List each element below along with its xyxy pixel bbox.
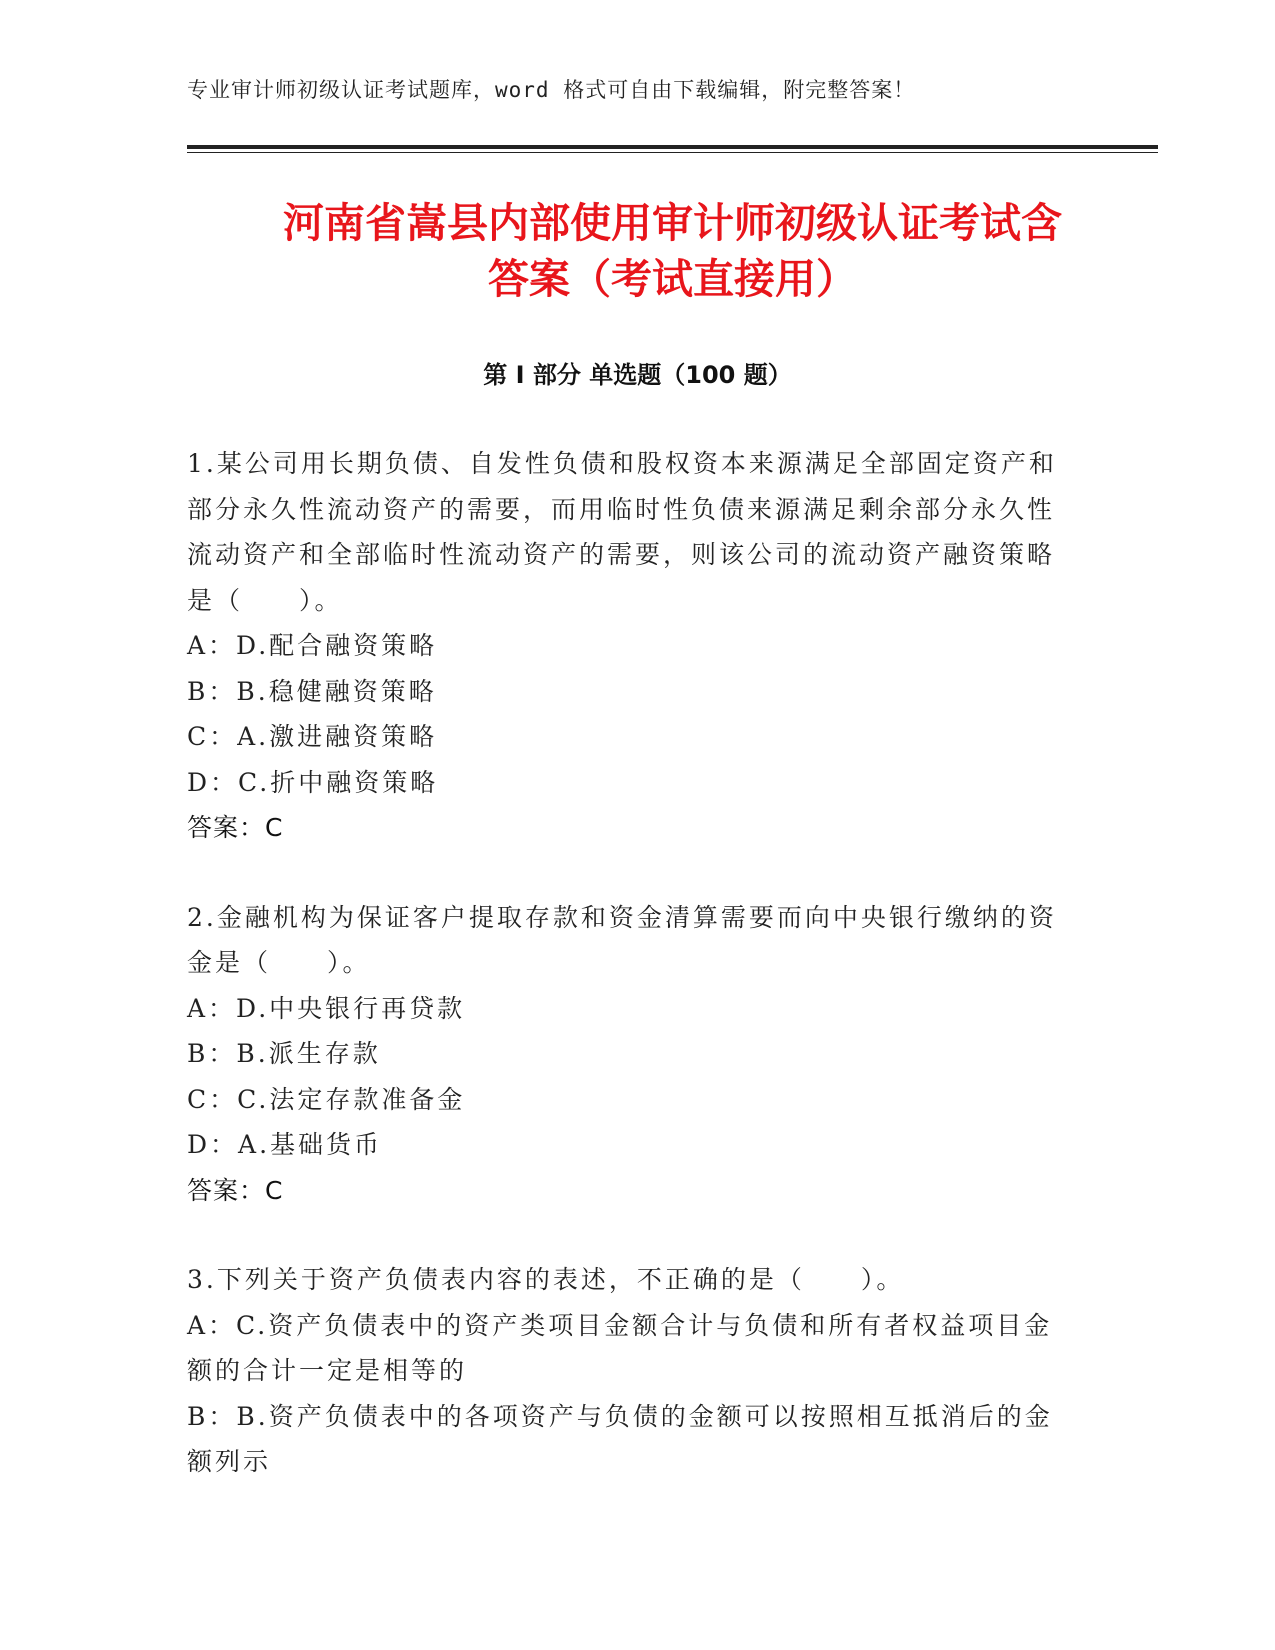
document-title [160, 195, 1185, 307]
option-d: D：C.折中融资策略 [187, 767, 439, 797]
answer-text: 答案：C [187, 1175, 284, 1205]
option-b: B：B.稳健融资策略 [187, 676, 437, 706]
question-stem: 1.某公司用长期负债、自发性负债和股权资本来源满足全部固定资产和部分永久性流动资产的需要，而用临时性负债来源满足剩余部分永久性流动资产和全部临时性流动资产的需要，则该公司的流动资产融资策略是（ ）。 [187, 449, 1057, 615]
header-divider [187, 145, 1158, 149]
document-title-line-1: 河南省嵩县内部使用审计师初级认证考试含 [283, 199, 1062, 247]
option-b: B：B.资产负债表中的各项资产与负债的金额可以按照相互抵消后的金额列示 [187, 1401, 1053, 1476]
option-a: A：C.资产负债表中的资产类项目金额合计与负债和所有者权益项目金额的合计一定是相等的 [187, 1310, 1053, 1385]
option-c: C：C.法定存款准备金 [187, 1084, 466, 1114]
option-a: A：D.中央银行再贷款 [187, 993, 466, 1023]
question-list [187, 441, 1067, 1529]
option-a: A：D.配合融资策略 [187, 631, 438, 660]
document-title-line-2: 答案（考试直接用） [488, 255, 857, 303]
option-d: D：A.基础货币 [187, 1130, 383, 1159]
question-stem: 2.金融机构为保证客户提取存款和资金清算需要而向中央银行缴纳的资金是（ ）。 [187, 902, 1057, 977]
option-b: B：B.派生存款 [187, 1039, 381, 1068]
header-note: 专业审计师初级认证考试题库，word 格式可自由下载编辑，附完整答案！ [187, 78, 916, 102]
question-stem: 3.下列关于资产负债表内容的表述，不正确的是（ ）。 [187, 1265, 905, 1294]
option-c: C：A.激进融资策略 [187, 722, 438, 751]
question-1 [187, 441, 1067, 851]
question-3 [187, 1257, 1067, 1485]
header-divider-thin [187, 152, 1158, 153]
answer-text: 答案：C [187, 813, 284, 842]
question-2 [187, 895, 1067, 1214]
section-heading: 第 I 部分 单选题（100 题） [483, 361, 792, 389]
